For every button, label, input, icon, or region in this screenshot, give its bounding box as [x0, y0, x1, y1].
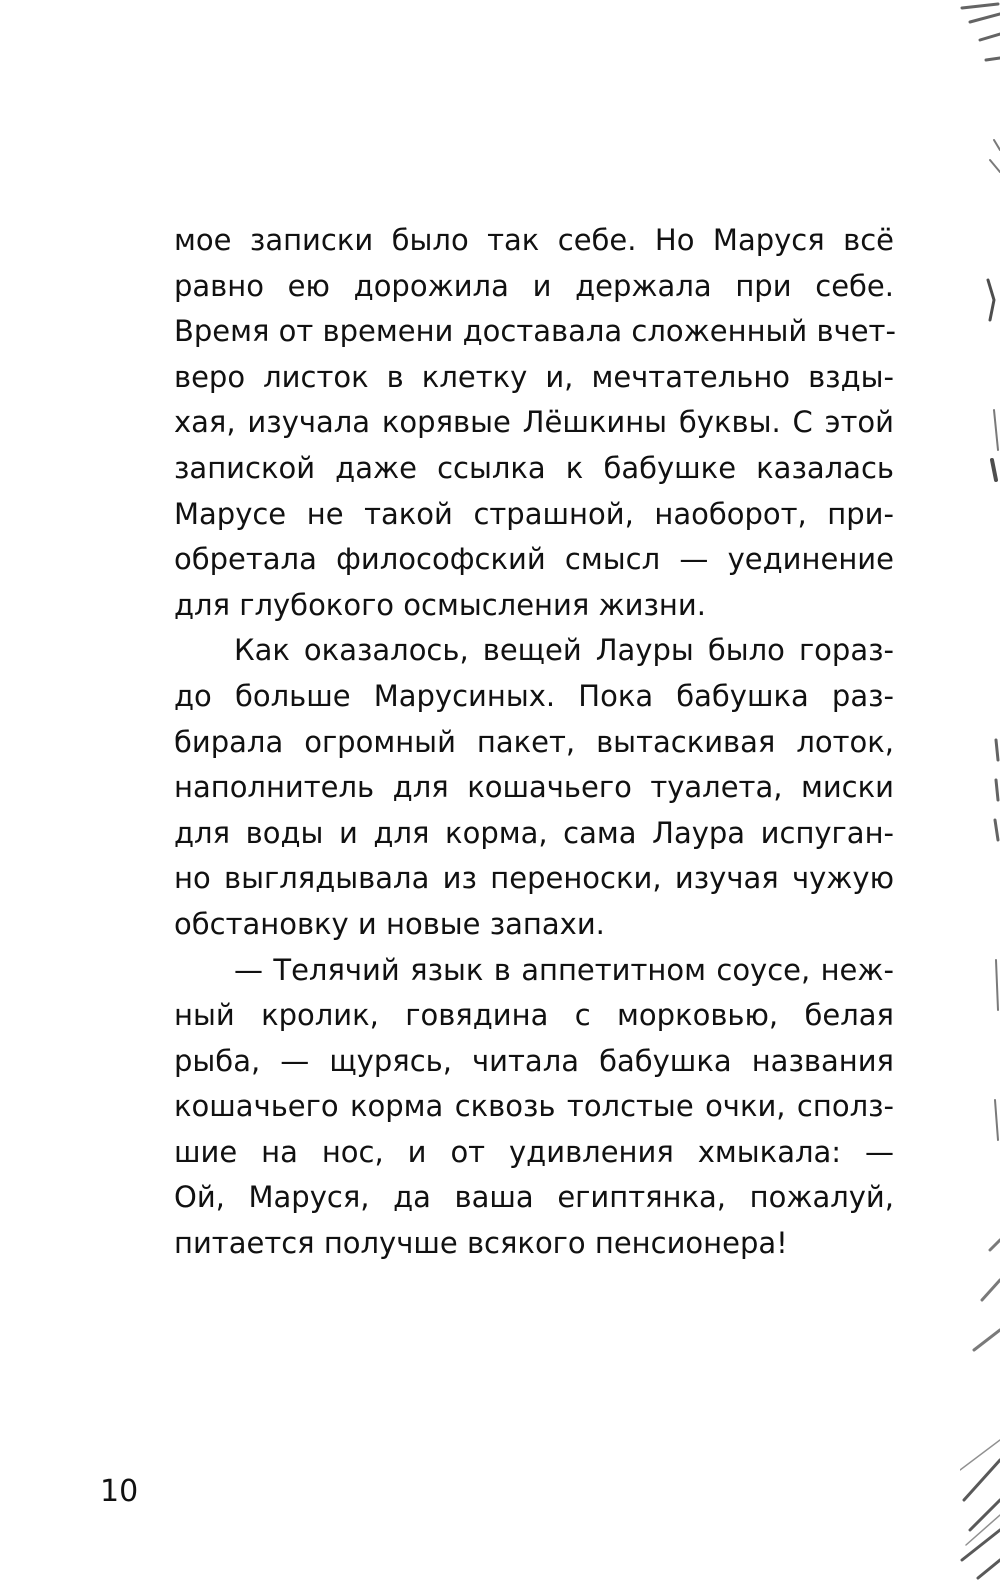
text-line: до больше Марусиных. Пока бабушка раз-	[174, 678, 894, 713]
text-line: обстановку и новые запахи.	[174, 906, 605, 941]
text-line: для глубокого осмысления жизни.	[174, 587, 706, 622]
text-line: Время от времени доставала сложенный вчет-	[174, 314, 896, 349]
text-line: шие на нос, и от удивления хмыкала: —	[174, 1134, 894, 1169]
text-line: хая, изучала корявые Лёшкины буквы. С этой	[174, 405, 894, 440]
text-line: — Телячий язык в аппетитном соусе, неж-	[234, 952, 894, 987]
text-line: Ой, Маруся, да ваша египтянка, пожалуй,	[174, 1180, 894, 1215]
text-line: Марусе не такой страшной, наоборот, при-	[174, 496, 894, 531]
decorative-edge-sketch	[960, 0, 1000, 1580]
text-line: обретала философский смысл — уединение	[174, 542, 894, 577]
text-line: но выглядывала из переноски, изучая чужую	[174, 861, 894, 896]
text-line: Как оказалось, вещей Лауры было гораз-	[234, 633, 894, 668]
text-line: для воды и для корма, сама Лаура испуган-	[174, 815, 894, 850]
page-number: 10	[100, 1474, 139, 1509]
text-line: рыба, — щурясь, читала бабушка названия	[174, 1043, 894, 1078]
text-line: наполнитель для кошачьего туалета, миски	[174, 770, 894, 805]
text-line: веро листок в клетку и, мечтательно взды-	[174, 359, 894, 394]
text-line: кошачьего корма сквозь толстые очки, сполз-	[174, 1089, 894, 1124]
text-line: мое записки было так себе. Но Маруся всё	[174, 223, 894, 257]
body-text	[174, 218, 894, 1267]
text-line: запиской даже ссылка к бабушке казалась	[174, 450, 894, 485]
text-line: бирала огромный пакет, вытаскивая лоток,	[174, 724, 894, 759]
text-line: равно ею дорожила и держала при себе.	[174, 268, 894, 303]
text-line: питается получше всякого пенсионера!	[174, 1226, 788, 1261]
text-line: ный кролик, говядина с морковью, белая	[174, 998, 894, 1033]
